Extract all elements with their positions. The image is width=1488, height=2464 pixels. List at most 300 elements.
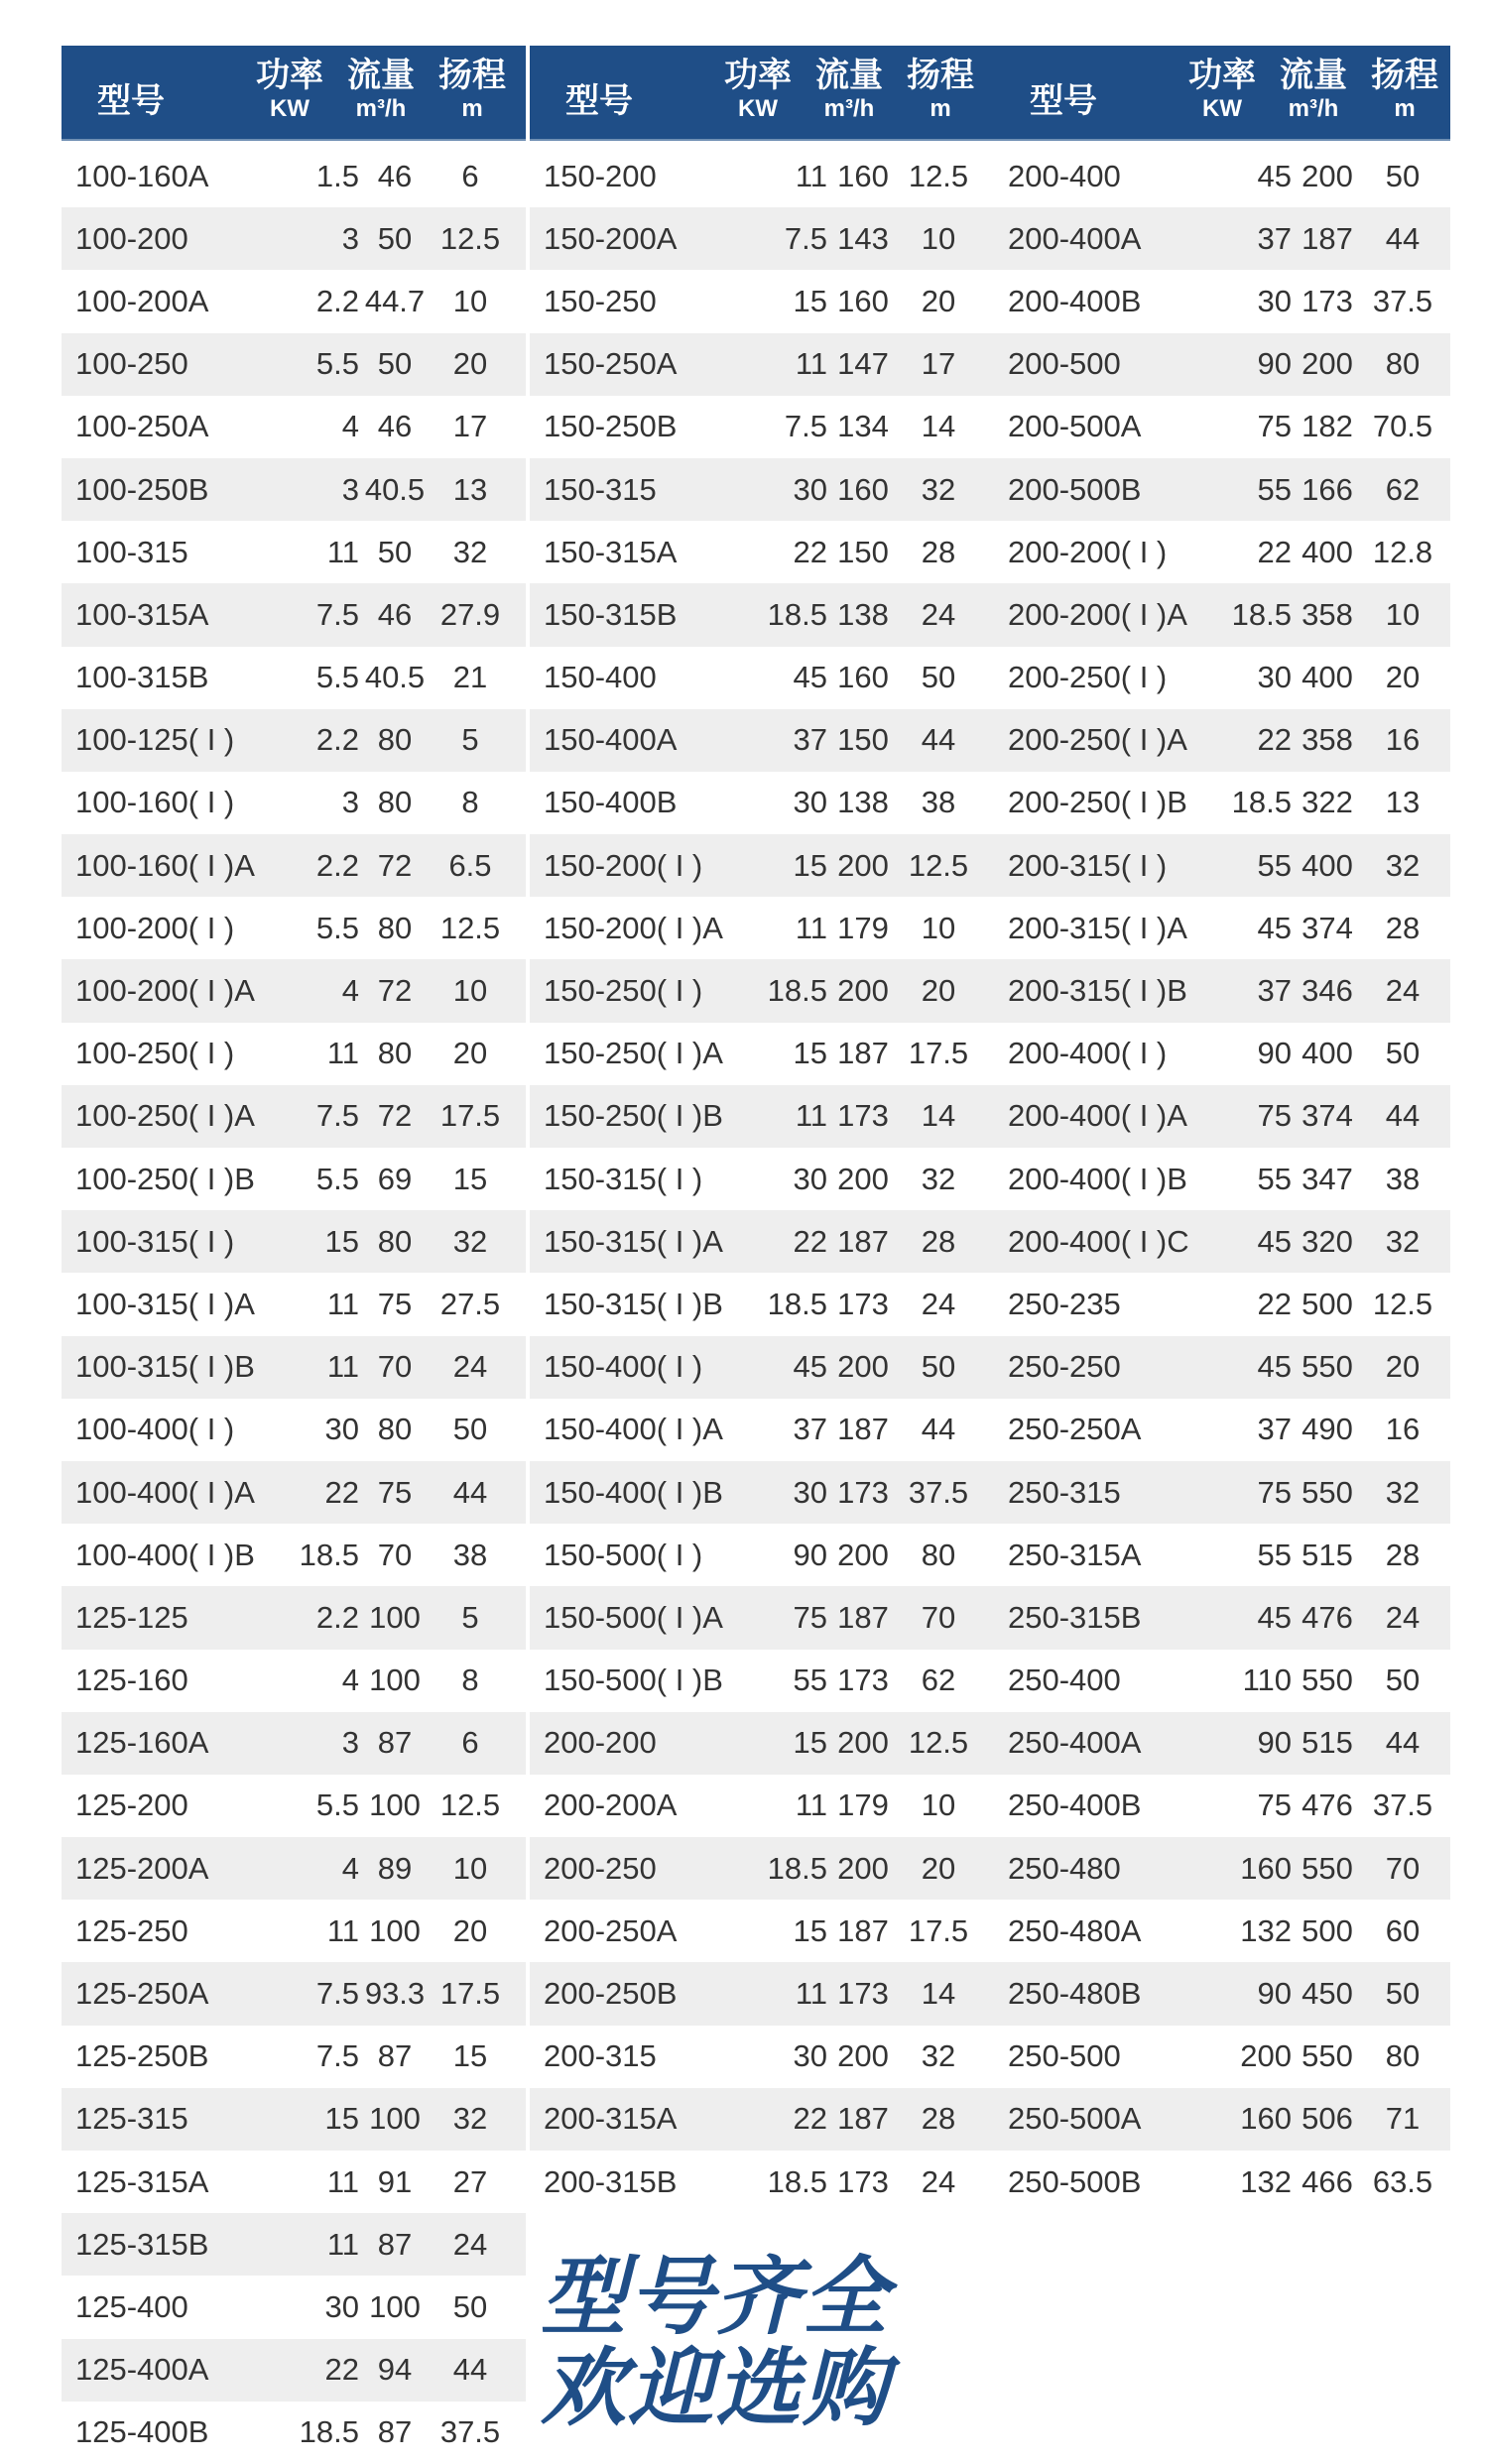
flow-cell: 40.5 [364, 660, 426, 695]
model-cell: 125-400B [75, 2414, 209, 2450]
header-power-label: 功率 [1188, 57, 1256, 94]
flow-cell: 160 [837, 283, 889, 318]
flow-cell: 200 [837, 2038, 889, 2074]
table-row [994, 521, 1450, 583]
power-cell: 7.5 [784, 220, 827, 256]
model-cell: 250-315A [1008, 1537, 1142, 1572]
head-cell: 44 [452, 2352, 488, 2388]
flow-cell: 72 [377, 973, 413, 1009]
table-row [62, 1650, 526, 1712]
power-cell: 30 [793, 471, 827, 507]
head-cell: 71 [1385, 2101, 1421, 2137]
power-cell: 15 [793, 1725, 827, 1761]
model-cell: 200-400( I ) [1008, 1036, 1168, 1071]
head-cell: 28 [921, 1223, 956, 1259]
power-cell: 4 [341, 409, 359, 444]
table-row [994, 1085, 1450, 1148]
model-cell: 150-315( I )B [544, 1286, 723, 1321]
head-cell: 14 [921, 409, 956, 444]
model-cell: 200-200( I ) [1008, 534, 1168, 569]
flow-cell: 87 [377, 2038, 413, 2074]
head-cell: 12.5 [1372, 1286, 1433, 1321]
power-cell: 7.5 [315, 1098, 359, 1134]
power-cell: 5.5 [315, 660, 359, 695]
table-row [62, 2213, 526, 2276]
table-row [994, 1775, 1450, 1837]
flow-cell: 187 [837, 1036, 889, 1071]
flow-cell: 143 [837, 220, 889, 256]
power-cell: 75 [1257, 1787, 1292, 1823]
model-cell: 125-400 [75, 2288, 188, 2324]
table-row [62, 583, 526, 646]
head-cell: 10 [452, 973, 488, 1009]
flow-cell: 80 [377, 1412, 413, 1447]
flow-cell: 450 [1302, 1976, 1353, 2012]
header-power-unit: KW [738, 95, 778, 122]
head-cell: 32 [452, 2101, 488, 2137]
power-cell: 22 [1257, 1286, 1292, 1321]
model-cell: 150-400B [544, 785, 678, 820]
head-cell: 32 [1385, 1474, 1421, 1510]
header-power-unit: KW [270, 95, 310, 122]
table-row [530, 458, 994, 521]
flow-cell: 200 [1302, 346, 1353, 382]
head-cell: 38 [1385, 1161, 1421, 1196]
model-cell: 100-125( I ) [75, 722, 235, 758]
head-cell: 62 [1385, 471, 1421, 507]
power-cell: 18.5 [767, 1286, 827, 1321]
head-cell: 70 [1385, 1850, 1421, 1886]
model-cell: 100-400( I )A [75, 1474, 255, 1510]
table-row [994, 709, 1450, 772]
flow-cell: 400 [1302, 660, 1353, 695]
flow-cell: 346 [1302, 973, 1353, 1009]
model-cell: 200-400( I )B [1008, 1161, 1187, 1196]
power-cell: 11 [326, 2226, 359, 2262]
table-row [994, 207, 1450, 270]
table-row [62, 145, 526, 207]
power-cell: 18.5 [1231, 596, 1292, 632]
model-cell: 250-480 [1008, 1850, 1121, 1886]
head-cell: 27.9 [439, 596, 501, 632]
header-head-label: 扬程 [438, 57, 506, 94]
table-row [62, 2276, 526, 2338]
power-cell: 37 [1257, 973, 1292, 1009]
power-cell: 15 [793, 1036, 827, 1071]
head-cell: 24 [921, 596, 956, 632]
table-row [530, 521, 994, 583]
power-cell: 5.5 [315, 346, 359, 382]
header-flow-unit: m³/h [823, 95, 875, 122]
model-cell: 150-200 [544, 158, 657, 193]
flow-cell: 40.5 [364, 471, 426, 507]
power-cell: 4 [341, 973, 359, 1009]
table-row [62, 1210, 526, 1273]
table-row [62, 1712, 526, 1775]
head-cell: 44 [1385, 220, 1421, 256]
model-cell: 100-160A [75, 158, 209, 193]
model-cell: 100-315B [75, 660, 209, 695]
head-cell: 24 [921, 1286, 956, 1321]
flow-cell: 138 [837, 785, 889, 820]
power-cell: 37 [793, 1412, 827, 1447]
header-power [1182, 56, 1262, 123]
table-row [62, 959, 526, 1022]
flow-cell: 187 [837, 1412, 889, 1447]
power-cell: 5.5 [315, 1787, 359, 1823]
power-cell: 2.2 [315, 847, 359, 883]
header-flow [809, 56, 889, 123]
flow-cell: 93.3 [364, 1976, 426, 2012]
model-cell: 125-200 [75, 1787, 188, 1823]
power-cell: 7.5 [315, 1976, 359, 2012]
flow-cell: 150 [837, 534, 889, 569]
power-cell: 45 [1257, 1599, 1292, 1635]
model-cell: 100-200 [75, 220, 188, 256]
header-flow-unit: m³/h [1288, 95, 1339, 122]
head-cell: 17.5 [908, 1912, 969, 1948]
head-cell: 5 [461, 722, 479, 758]
power-cell: 11 [795, 910, 827, 945]
power-cell: 5.5 [315, 910, 359, 945]
model-cell: 100-250A [75, 409, 209, 444]
table-row [530, 2026, 994, 2088]
power-cell: 90 [1257, 1976, 1292, 2012]
table-row [530, 897, 994, 959]
flow-cell: 200 [837, 1349, 889, 1385]
table-header [994, 46, 1450, 141]
head-cell: 50 [1385, 1036, 1421, 1071]
table-row [62, 1023, 526, 1085]
model-cell: 200-315A [544, 2101, 678, 2137]
table-rows [530, 145, 994, 2213]
head-cell: 14 [921, 1976, 956, 2012]
model-cell: 100-250( I ) [75, 1036, 235, 1071]
table-row [994, 1900, 1450, 1962]
model-cell: 250-235 [1008, 1286, 1121, 1321]
model-cell: 250-250 [1008, 1349, 1121, 1385]
power-cell: 3 [341, 785, 359, 820]
power-cell: 55 [1257, 1161, 1292, 1196]
head-cell: 80 [1385, 346, 1421, 382]
model-cell: 200-400( I )A [1008, 1098, 1187, 1134]
table-row [994, 1023, 1450, 1085]
model-cell: 100-200( I )A [75, 973, 255, 1009]
power-cell: 3 [341, 1725, 359, 1761]
head-cell: 50 [452, 1412, 488, 1447]
power-cell: 15 [793, 847, 827, 883]
head-cell: 12.5 [439, 910, 501, 945]
power-cell: 11 [326, 1286, 359, 1321]
head-cell: 20 [452, 1912, 488, 1948]
flow-cell: 500 [1302, 1912, 1353, 1948]
table-row [62, 647, 526, 709]
spec-table-column-3 [994, 46, 1450, 2213]
header-head-label: 扬程 [907, 57, 974, 94]
table-row [62, 270, 526, 332]
flow-cell: 515 [1302, 1537, 1353, 1572]
model-cell: 150-315B [544, 596, 678, 632]
power-cell: 30 [793, 2038, 827, 2074]
flow-cell: 200 [837, 1725, 889, 1761]
power-cell: 55 [1257, 471, 1292, 507]
header-flow [341, 56, 421, 123]
head-cell: 17.5 [439, 1976, 501, 2012]
flow-cell: 374 [1302, 1098, 1353, 1134]
power-cell: 11 [795, 1098, 827, 1134]
head-cell: 50 [921, 1349, 956, 1385]
model-cell: 250-500B [1008, 2163, 1142, 2199]
head-cell: 27.5 [439, 1286, 501, 1321]
head-cell: 63.5 [1372, 2163, 1433, 2199]
flow-cell: 173 [837, 1286, 889, 1321]
table-row [994, 1586, 1450, 1649]
head-cell: 10 [1385, 596, 1421, 632]
model-cell: 100-250B [75, 471, 209, 507]
table-row [530, 1524, 994, 1586]
table-row [530, 583, 994, 646]
header-head [1365, 56, 1444, 123]
head-cell: 10 [921, 910, 956, 945]
flow-cell: 72 [377, 1098, 413, 1134]
header-head-unit: m [1394, 95, 1416, 122]
table-row [530, 270, 994, 332]
head-cell: 27 [452, 2163, 488, 2199]
table-row [530, 1210, 994, 1273]
head-cell: 32 [1385, 847, 1421, 883]
power-cell: 45 [1257, 158, 1292, 193]
model-cell: 250-400 [1008, 1663, 1121, 1698]
head-cell: 15 [452, 1161, 488, 1196]
power-cell: 22 [793, 1223, 827, 1259]
flow-cell: 187 [837, 1223, 889, 1259]
model-cell: 100-250 [75, 346, 188, 382]
model-cell: 125-315A [75, 2163, 209, 2199]
head-cell: 5 [461, 1599, 479, 1635]
flow-cell: 80 [377, 1036, 413, 1071]
promo-line-1: 型号齐全 [541, 2248, 890, 2347]
head-cell: 60 [1385, 1912, 1421, 1948]
flow-cell: 80 [377, 785, 413, 820]
table-row [530, 1650, 994, 1712]
flow-cell: 490 [1302, 1412, 1353, 1447]
table-row [62, 1461, 526, 1524]
header-power [250, 56, 329, 123]
flow-cell: 46 [377, 409, 413, 444]
flow-cell: 100 [369, 1599, 421, 1635]
flow-cell: 200 [837, 1537, 889, 1572]
power-cell: 15 [324, 1223, 359, 1259]
model-cell: 250-250A [1008, 1412, 1142, 1447]
head-cell: 80 [1385, 2038, 1421, 2074]
table-row [62, 1837, 526, 1900]
model-cell: 200-200 [544, 1725, 657, 1761]
power-cell: 200 [1240, 2038, 1292, 2074]
flow-cell: 150 [837, 722, 889, 758]
model-cell: 100-315 [75, 534, 188, 569]
flow-cell: 46 [377, 158, 413, 193]
model-cell: 200-250 [544, 1850, 657, 1886]
head-cell: 10 [452, 283, 488, 318]
power-cell: 7.5 [315, 2038, 359, 2074]
model-cell: 200-500B [1008, 471, 1142, 507]
table-row [62, 1900, 526, 1962]
model-cell: 250-400B [1008, 1787, 1142, 1823]
power-cell: 75 [1257, 1474, 1292, 1510]
power-cell: 15 [793, 283, 827, 318]
model-cell: 250-400A [1008, 1725, 1142, 1761]
table-row [994, 396, 1450, 458]
model-cell: 125-200A [75, 1850, 209, 1886]
power-cell: 2.2 [315, 283, 359, 318]
table-row [62, 396, 526, 458]
flow-cell: 179 [837, 910, 889, 945]
model-cell: 150-250A [544, 346, 678, 382]
model-cell: 200-315( I )A [1008, 910, 1187, 945]
flow-cell: 374 [1302, 910, 1353, 945]
flow-cell: 75 [377, 1474, 413, 1510]
flow-cell: 187 [837, 1912, 889, 1948]
power-cell: 75 [1257, 1098, 1292, 1134]
flow-cell: 75 [377, 1286, 413, 1321]
head-cell: 50 [1385, 1663, 1421, 1698]
flow-cell: 147 [837, 346, 889, 382]
head-cell: 10 [921, 220, 956, 256]
header-head [433, 56, 512, 123]
head-cell: 28 [921, 534, 956, 569]
head-cell: 44 [921, 722, 956, 758]
table-row [530, 647, 994, 709]
header-head [901, 56, 980, 123]
head-cell: 28 [921, 2101, 956, 2137]
head-cell: 12.5 [908, 1725, 969, 1761]
head-cell: 37.5 [439, 2414, 501, 2450]
flow-cell: 70 [377, 1349, 413, 1385]
model-cell: 250-500A [1008, 2101, 1142, 2137]
power-cell: 11 [795, 346, 827, 382]
head-cell: 12.8 [1372, 534, 1433, 569]
power-cell: 37 [1257, 1412, 1292, 1447]
power-cell: 1.5 [315, 158, 359, 193]
table-row [530, 2088, 994, 2151]
header-flow-label: 流量 [815, 57, 883, 94]
table-row [994, 583, 1450, 646]
table-row [994, 1399, 1450, 1461]
power-cell: 55 [1257, 847, 1292, 883]
model-cell: 200-250( I ) [1008, 660, 1168, 695]
table-row [994, 959, 1450, 1022]
table-row [994, 1336, 1450, 1399]
flow-cell: 91 [377, 2163, 413, 2199]
model-cell: 150-200( I ) [544, 847, 703, 883]
head-cell: 10 [452, 1850, 488, 1886]
flow-cell: 173 [837, 2163, 889, 2199]
model-cell: 200-500A [1008, 409, 1142, 444]
head-cell: 70 [921, 1599, 956, 1635]
power-cell: 37 [1257, 220, 1292, 256]
table-row [994, 647, 1450, 709]
power-cell: 3 [341, 220, 359, 256]
head-cell: 20 [452, 346, 488, 382]
flow-cell: 100 [369, 1787, 421, 1823]
model-cell: 150-200A [544, 220, 678, 256]
model-cell: 100-315A [75, 596, 209, 632]
flow-cell: 100 [369, 2101, 421, 2137]
head-cell: 8 [461, 1663, 479, 1698]
table-row [994, 1273, 1450, 1335]
head-cell: 6 [461, 158, 479, 193]
table-row [994, 270, 1450, 332]
head-cell: 44 [1385, 1098, 1421, 1134]
head-cell: 37.5 [1372, 283, 1433, 318]
flow-cell: 550 [1302, 2038, 1353, 2074]
flow-cell: 50 [377, 220, 413, 256]
power-cell: 30 [324, 1412, 359, 1447]
table-row [62, 2088, 526, 2151]
table-row [62, 897, 526, 959]
table-row [530, 396, 994, 458]
head-cell: 24 [452, 1349, 488, 1385]
flow-cell: 400 [1302, 847, 1353, 883]
table-row [994, 897, 1450, 959]
head-cell: 32 [921, 471, 956, 507]
table-header [62, 46, 526, 141]
table-row [530, 1273, 994, 1335]
table-row [530, 145, 994, 207]
table-row [994, 1148, 1450, 1210]
power-cell: 55 [1257, 1537, 1292, 1572]
flow-cell: 550 [1302, 1850, 1353, 1886]
table-row [994, 145, 1450, 207]
table-row [994, 458, 1450, 521]
flow-cell: 100 [369, 2288, 421, 2324]
head-cell: 44 [452, 1474, 488, 1510]
head-cell: 17.5 [908, 1036, 969, 1071]
power-cell: 22 [324, 2352, 359, 2388]
model-cell: 200-400B [1008, 283, 1142, 318]
flow-cell: 182 [1302, 409, 1353, 444]
header-power [718, 56, 798, 123]
head-cell: 12.5 [908, 847, 969, 883]
head-cell: 17.5 [439, 1098, 501, 1134]
model-cell: 100-200( I ) [75, 910, 235, 945]
table-row [994, 1524, 1450, 1586]
table-row [994, 1650, 1450, 1712]
head-cell: 38 [452, 1537, 488, 1572]
table-row [62, 1775, 526, 1837]
power-cell: 45 [793, 660, 827, 695]
power-cell: 30 [793, 1474, 827, 1510]
model-cell: 125-400A [75, 2352, 209, 2388]
head-cell: 80 [921, 1537, 956, 1572]
model-cell: 100-200A [75, 283, 209, 318]
flow-cell: 100 [369, 1912, 421, 1948]
power-cell: 18.5 [767, 973, 827, 1009]
flow-cell: 347 [1302, 1161, 1353, 1196]
model-cell: 150-250B [544, 409, 678, 444]
head-cell: 37.5 [1372, 1787, 1433, 1823]
head-cell: 16 [1385, 1412, 1421, 1447]
power-cell: 11 [326, 1036, 359, 1071]
model-cell: 125-250 [75, 1912, 188, 1948]
table-row [994, 1210, 1450, 1273]
table-row [62, 2339, 526, 2402]
head-cell: 32 [1385, 1223, 1421, 1259]
flow-cell: 70 [377, 1537, 413, 1572]
table-row [62, 207, 526, 270]
flow-cell: 72 [377, 847, 413, 883]
table-row [62, 521, 526, 583]
